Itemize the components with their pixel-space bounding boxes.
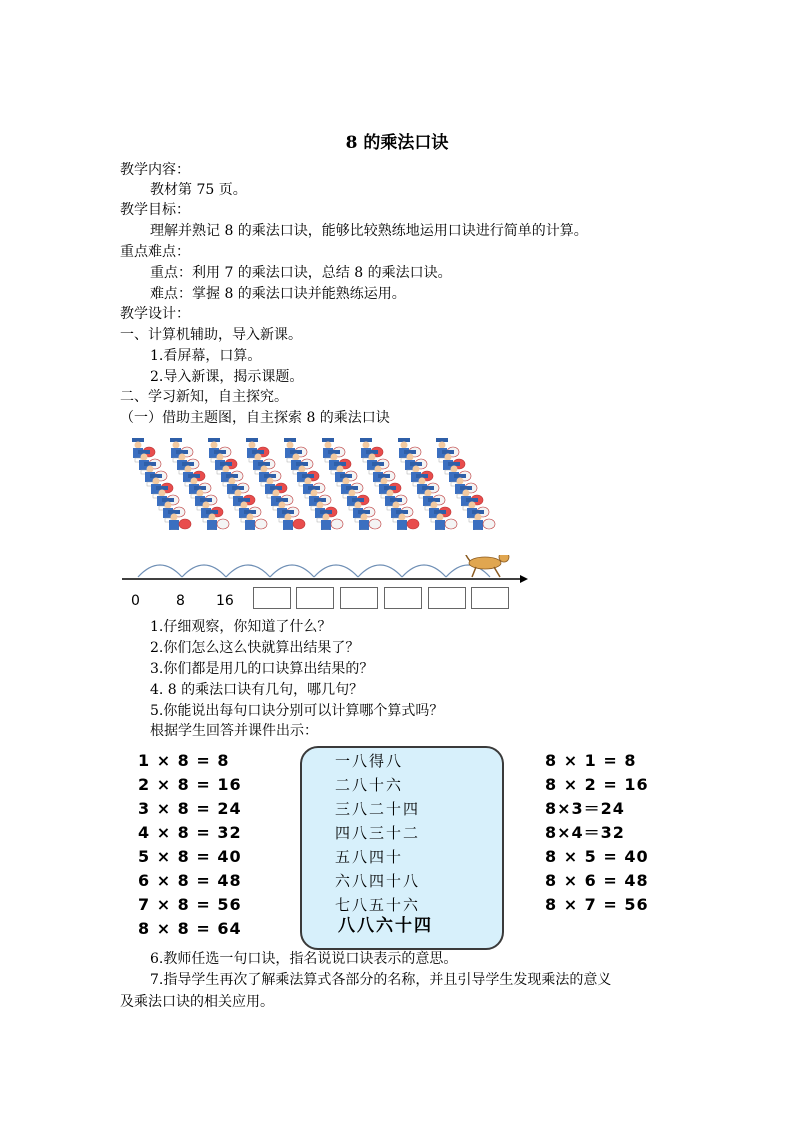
left-equation: 2 × 8 = 16 [138, 775, 242, 794]
right-equation: 8 × 2 = 16 [545, 775, 649, 794]
right-equation: 8 × 1 = 8 [545, 751, 637, 770]
jump-arc [314, 565, 358, 577]
jump-arc [402, 565, 446, 577]
goal-text: 理解并熟记 8 的乘法口诀，能够比较熟练地运用口诀进行简单的计算。 [150, 223, 588, 239]
jump-arc [226, 565, 270, 577]
band-member [434, 510, 457, 530]
content-text: 教材第 75 页。 [150, 182, 247, 198]
part1-heading: 一、计算机辅助，导入新课。 [120, 327, 302, 343]
design-heading: 教学设计： [120, 306, 190, 322]
band-member [206, 510, 229, 530]
left-equation: 7 × 8 = 56 [138, 895, 242, 914]
part2-heading: 二、学习新知，自主探究。 [120, 389, 288, 405]
number-line-label-0: 0 [131, 593, 140, 609]
band-member [168, 510, 191, 530]
jump-arc [182, 565, 226, 577]
koujue-line: 七八五十六 [335, 896, 421, 914]
left-equation: 8 × 8 = 64 [138, 919, 242, 938]
right-equation: 8 × 5 = 40 [545, 847, 649, 866]
question-4: 4. 8 的乘法口诀有几句，哪几句？ [150, 682, 364, 698]
koujue-line: 三八二十四 [335, 800, 421, 818]
closing-item-6: 6.教师任选一句口诀，指名说说口诀表示的意思。 [150, 951, 458, 967]
koujue-line: 六八四十八 [335, 872, 421, 890]
answer-blank [253, 587, 291, 609]
question-5: 5.你能说出每句口诀分别可以计算哪个算式吗？ [150, 703, 444, 719]
axis-arrow [520, 575, 528, 583]
band-member [282, 510, 305, 530]
answer-blank [296, 587, 334, 609]
display-intro: 根据学生回答并课件出示： [150, 723, 318, 739]
number-line-label-16: 16 [216, 593, 234, 609]
right-equation: 8 × 7 = 56 [545, 895, 649, 914]
key-heading: 重点难点： [120, 244, 190, 260]
answer-blank [428, 587, 466, 609]
number-line-label-8: 8 [176, 593, 185, 609]
drum-band-illustration [124, 430, 524, 530]
left-equation: 1 × 8 = 8 [138, 751, 230, 770]
koujue-line: 一八得八 [335, 752, 404, 770]
part1-item2: 2.导入新课，揭示课题。 [150, 369, 304, 385]
question-1: 1.仔细观察，你知道了什么？ [150, 619, 332, 635]
jump-arc [270, 565, 314, 577]
left-equation: 3 × 8 = 24 [138, 799, 242, 818]
right-equation: 8 × 6 = 48 [545, 871, 649, 890]
left-equation: 4 × 8 = 32 [138, 823, 242, 842]
question-2: 2.你们怎么这么快就算出结果了？ [150, 640, 360, 656]
koujue-line: 八八六十四 [338, 916, 433, 936]
koujue-line: 五八四十 [335, 848, 404, 866]
key-point: 重点：利用 7 的乘法口诀，总结 8 的乘法口诀。 [150, 265, 452, 281]
answer-blank [340, 587, 378, 609]
koujue-line: 二八十六 [335, 776, 404, 794]
right-equation: 8×3＝24 [545, 799, 625, 818]
band-member [358, 510, 381, 530]
content-heading: 教学内容： [120, 162, 190, 178]
koujue-line: 四八三十二 [335, 824, 421, 842]
left-equation: 5 × 8 = 40 [138, 847, 242, 866]
difficulty: 难点：掌握 8 的乘法口诀并能熟练运用。 [150, 286, 406, 302]
band-member [320, 510, 343, 530]
jump-arc [138, 565, 182, 577]
closing-item-7-cont: 及乘法口诀的相关应用。 [120, 994, 274, 1010]
closing-item-7: 7.指导学生再次了解乘法算式各部分的名称，并且引导学生发现乘法的意义 [150, 972, 612, 988]
left-equation: 6 × 8 = 48 [138, 871, 242, 890]
right-equation: 8×4＝32 [545, 823, 625, 842]
page-title: 8 的乘法口诀 [345, 133, 449, 153]
band-member [472, 510, 495, 530]
band-member [244, 510, 267, 530]
jump-arc [358, 565, 402, 577]
part1-item1: 1.看屏幕，口算。 [150, 348, 262, 364]
answer-blank [471, 587, 509, 609]
answer-blank [384, 587, 422, 609]
goal-heading: 教学目标： [120, 202, 190, 218]
band-member [396, 510, 419, 530]
question-3: 3.你们都是用几的口诀算出结果的？ [150, 661, 374, 677]
part2-sub1: （一）借助主题图，自主探索 8 的乘法口诀 [120, 410, 390, 426]
